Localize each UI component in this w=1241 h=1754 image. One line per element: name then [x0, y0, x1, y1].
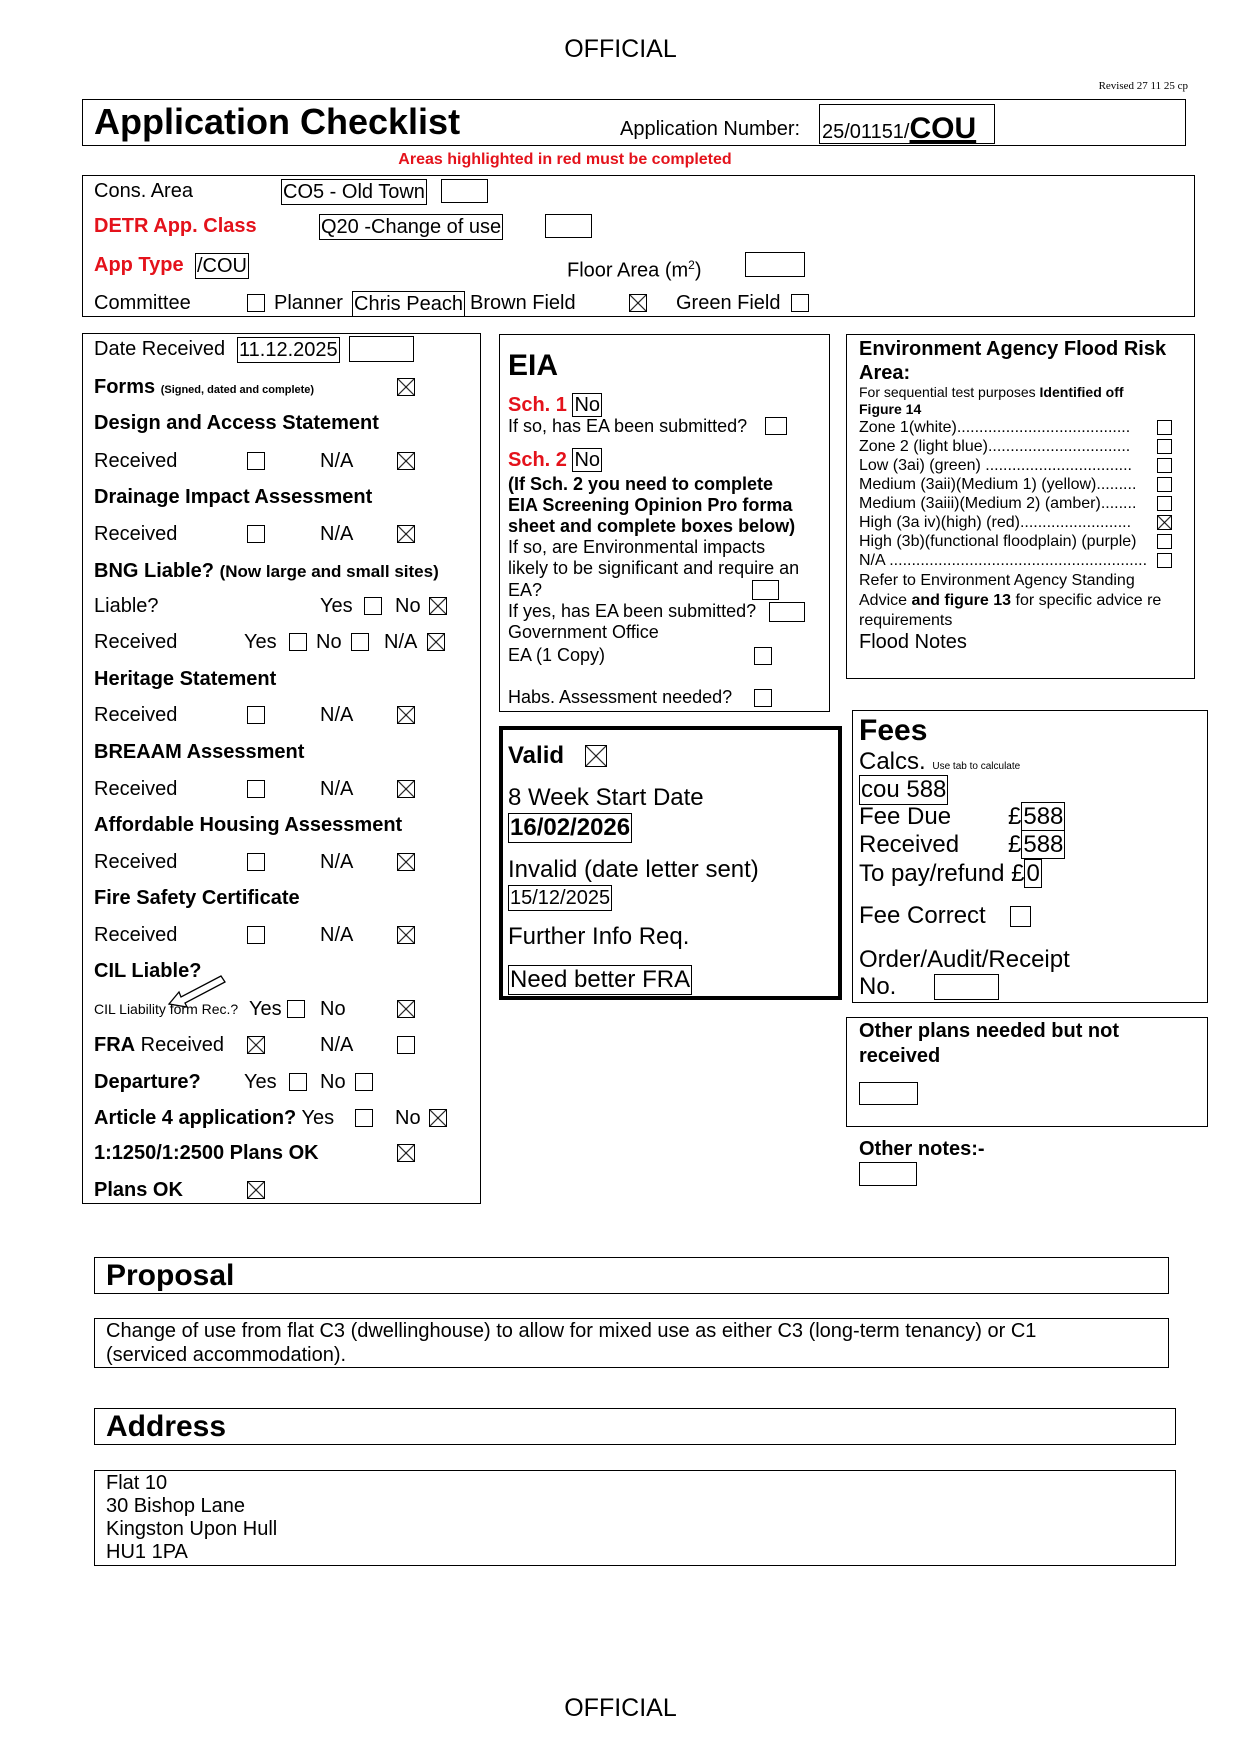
sch2-instruction-1: (If Sch. 2 you need to complete	[508, 474, 774, 494]
flood-note: For sequential test purposes	[859, 384, 1040, 400]
cil-yes-checkbox[interactable]	[287, 1000, 305, 1018]
bng-na-label: N/A	[384, 631, 418, 653]
bng-yes-checkbox[interactable]	[289, 633, 307, 651]
flood-zone-label: High (3b)(functional floodplain) (purple)	[859, 533, 1137, 550]
detr-extra-field[interactable]	[545, 214, 592, 238]
das-received-checkbox[interactable]	[247, 452, 265, 470]
departure-yes-label: Yes	[244, 1071, 277, 1093]
brown-field-checkbox[interactable]	[629, 294, 647, 312]
cil-yes-label: Yes	[249, 998, 282, 1020]
floor-area-label: Floor Area $(m^2)$	[567, 258, 702, 282]
aha-na-checkbox[interactable]	[397, 853, 415, 871]
eia-impact-line-3: EA?	[508, 580, 543, 600]
proposal-heading-box	[94, 1257, 1169, 1294]
flood-zone-checkbox[interactable]	[1157, 515, 1172, 530]
bng-yes-label: Yes	[244, 631, 277, 653]
cil-form-label: CIL Liability form Rec.?	[94, 1001, 239, 1017]
article4-no-label: No	[395, 1107, 421, 1129]
planner-field[interactable]: Chris Peach	[354, 293, 463, 315]
address-heading-box	[94, 1408, 1176, 1445]
flood-zone-checkbox[interactable]	[1157, 477, 1172, 492]
fsc-received-label: Received	[94, 924, 178, 946]
bng-label: BNG Liable?	[94, 560, 215, 582]
plans-ok-label: Plans OK	[94, 1179, 183, 1201]
cil-label: CIL Liable?	[94, 960, 202, 982]
dia-received-label: Received	[94, 523, 178, 545]
app-type-label: App Type	[94, 254, 184, 276]
flood-zone-checkbox[interactable]	[1157, 420, 1172, 435]
flood-zone-checkbox[interactable]	[1157, 553, 1172, 568]
fees-title: Fees	[859, 714, 928, 747]
proposal-line-1: Change of use from flat C3 (dwellinghouse) to allow for mixed use as either C3 (long-term tenancy) or C1	[106, 1320, 1037, 1342]
heritage-na-label: N/A	[320, 704, 354, 726]
fsc-label: Fire Safety Certificate	[94, 887, 300, 909]
heritage-label: Heritage Statement	[94, 668, 277, 690]
further-info-field[interactable]: Need better FRA	[510, 966, 691, 993]
das-label: Design and Access Statement	[94, 412, 379, 434]
aha-label: Affordable Housing Assessment	[94, 814, 403, 836]
fra-received-label: Received	[140, 1034, 225, 1056]
article4-yes-label: Yes	[301, 1107, 335, 1129]
liable-no-label: No	[395, 595, 421, 617]
to-pay-label: To pay/refund	[859, 860, 1005, 887]
other-plans-line-1: Other plans needed but not	[859, 1020, 1120, 1042]
valid-checkbox[interactable]	[585, 745, 607, 767]
green-field-label: Green Field	[676, 292, 781, 314]
fsc-na-checkbox[interactable]	[397, 926, 415, 944]
breaam-label: BREAAM Assessment	[94, 741, 305, 763]
cons-area-field[interactable]: CO5 - Old Town	[283, 181, 425, 203]
start-date-field[interactable]: 16/02/2026	[510, 814, 631, 841]
flood-zone-label: N/A ..........................................................	[859, 552, 1148, 569]
das-received-label: Received	[94, 450, 178, 472]
article4-yes-checkbox[interactable]	[355, 1109, 373, 1127]
departure-label: Departure?	[94, 1071, 201, 1093]
flood-zone-checkbox[interactable]	[1157, 439, 1172, 454]
das-na-checkbox[interactable]	[397, 452, 415, 470]
bng-no-checkbox[interactable]	[351, 633, 369, 651]
order-no-label: No.	[859, 973, 897, 1000]
ea-copy-checkbox[interactable]	[754, 647, 772, 665]
official-marking-bottom: OFFICIAL	[564, 1694, 677, 1722]
flood-zone-checkbox[interactable]	[1157, 458, 1172, 473]
flood-notes-label: Flood Notes	[859, 631, 967, 653]
start-date-label: 8 Week Start Date	[508, 784, 704, 811]
proposal-line-2: (serviced accommodation).	[106, 1344, 347, 1366]
departure-yes-checkbox[interactable]	[289, 1073, 307, 1091]
plans-ok-checkbox[interactable]	[247, 1181, 265, 1199]
dia-na-label: N/A	[320, 523, 354, 545]
liable-no-checkbox[interactable]	[429, 597, 447, 615]
fee-received-field[interactable]: 588	[1023, 831, 1064, 858]
fee-due-label: Fee Due	[859, 803, 952, 830]
flood-zone-checkbox[interactable]	[1157, 496, 1172, 511]
sch1-field[interactable]: No	[574, 394, 601, 416]
cons-area-extra-field[interactable]	[441, 179, 488, 203]
other-plans-line-2: received	[859, 1045, 941, 1067]
order-receipt-label: Order/Audit/Receipt	[859, 946, 1070, 973]
address-line: Flat 10	[106, 1472, 168, 1494]
flood-zone-label: Zone 2 (light blue)................................	[859, 438, 1131, 455]
breaam-received-label: Received	[94, 778, 178, 800]
breaam-received-checkbox[interactable]	[247, 780, 265, 798]
bng-note: (Now large and small sites)	[219, 562, 439, 581]
calcs-label: Calcs.	[859, 748, 926, 775]
aha-na-label: N/A	[320, 851, 354, 873]
sch1-label: Sch. 1	[508, 394, 567, 416]
floor-area-field[interactable]	[745, 252, 805, 277]
habs-checkbox[interactable]	[754, 689, 772, 707]
invalid-label: Invalid (date letter sent)	[508, 856, 759, 883]
sch2-label: Sch. 2	[508, 449, 567, 471]
brown-field-label: Brown Field	[470, 292, 576, 314]
other-notes-field[interactable]	[859, 1162, 917, 1186]
further-info-label: Further Info Req.	[508, 923, 690, 950]
address-line: HU1 1PA	[106, 1541, 188, 1563]
habs-label: Habs. Assessment needed?	[508, 687, 733, 707]
eia-impact-line-2: likely to be significant and require an	[508, 558, 800, 578]
flood-title-2: Area:	[859, 362, 911, 384]
sch1-ea-checkbox[interactable]	[765, 417, 787, 435]
breaam-na-checkbox[interactable]	[397, 780, 415, 798]
liable-yes-checkbox[interactable]	[364, 597, 382, 615]
forms-note: (Signed, dated and complete)	[160, 384, 315, 396]
refer-line-1: Refer to Environment Agency Standing	[859, 572, 1135, 589]
fra-received-checkbox[interactable]	[247, 1036, 265, 1054]
cons-area-label: Cons. Area	[94, 180, 193, 202]
fee-correct-label: Fee Correct	[859, 902, 986, 929]
flood-zone-label: High (3a iv)(high) (red).........................	[859, 514, 1132, 531]
revision-note: Revised 27 11 25 cp	[1098, 80, 1188, 92]
address-line: 30 Bishop Lane	[106, 1495, 246, 1517]
order-no-field[interactable]	[934, 974, 999, 1000]
sch2-instruction-2: EIA Screening Opinion Pro forma	[508, 495, 793, 515]
invalid-date-field[interactable]: 15/12/2025	[510, 887, 611, 909]
other-plans-field[interactable]	[859, 1082, 918, 1105]
flood-zone-checkbox[interactable]	[1157, 534, 1172, 549]
flood-zone-label: Medium (3aii)(Medium 1) (yellow).........	[859, 476, 1137, 493]
article4-no-checkbox[interactable]	[429, 1109, 447, 1127]
date-received-field[interactable]: 11.12.2025	[239, 339, 338, 361]
flood-zone-label: Zone 1(white).......................................	[859, 419, 1131, 436]
eia-impact-checkbox[interactable]	[752, 580, 779, 600]
sch2-instruction-3: sheet and complete boxes below)	[508, 516, 796, 536]
date-extra-field[interactable]	[349, 336, 414, 362]
forms-checkbox[interactable]	[397, 378, 415, 396]
planner-label: Planner	[274, 292, 343, 314]
heritage-received-checkbox[interactable]	[247, 706, 265, 724]
flood-zone-label: Medium (3aiii)(Medium 2) (amber)........	[859, 495, 1137, 512]
sch2-field[interactable]: No	[574, 449, 601, 471]
other-notes-label: Other notes:-	[859, 1138, 985, 1160]
liable-yes-label: Yes	[320, 595, 353, 617]
app-type-field[interactable]: /COU	[197, 255, 247, 277]
bng-no-label: No	[316, 631, 342, 653]
sch1-question: If so, has EA been submitted?	[508, 416, 748, 436]
eia-submitted-question: If yes, has EA been submitted?	[508, 601, 757, 621]
ea-copy-label: EA (1 Copy)	[508, 645, 606, 665]
eia-impact-line-1: If so, are Environmental impacts	[508, 537, 766, 557]
bng-na-checkbox[interactable]	[427, 633, 445, 651]
app-number-prefix: 25/01151/	[822, 121, 910, 143]
app-number-label: Application Number:	[620, 118, 801, 140]
breaam-na-label: N/A	[320, 778, 354, 800]
address-line: Kingston Upon Hull	[106, 1518, 278, 1540]
address-heading: Address	[106, 1410, 227, 1443]
to-pay-field[interactable]: 0	[1026, 860, 1040, 887]
dia-na-checkbox[interactable]	[397, 525, 415, 543]
calcs-field[interactable]: cou 588	[861, 776, 947, 803]
date-received-label: Date Received	[94, 338, 226, 360]
departure-no-checkbox[interactable]	[355, 1073, 373, 1091]
app-number-suffix: COU	[909, 112, 977, 145]
page-title: Application Checklist	[94, 101, 461, 142]
eia-submitted-field[interactable]	[769, 602, 805, 622]
bng-received-label: Received	[94, 631, 178, 653]
fsc-received-checkbox[interactable]	[247, 926, 265, 944]
official-marking-top: OFFICIAL	[564, 35, 677, 63]
fra-na-checkbox[interactable]	[397, 1036, 415, 1054]
article4-label: Article 4 application?	[94, 1107, 297, 1129]
flood-title-1: Environment Agency Flood Risk	[859, 338, 1167, 360]
fsc-na-label: N/A	[320, 924, 354, 946]
heritage-received-label: Received	[94, 704, 178, 726]
gov-office-label: Government Office	[508, 622, 659, 642]
fee-correct-checkbox[interactable]	[1010, 906, 1031, 927]
eia-title: EIA	[508, 349, 559, 382]
flood-zone-label: Low (3ai) (green) .................................	[859, 457, 1132, 474]
calcs-hint: Use tab to calculate	[932, 761, 1021, 772]
fee-received-label: Received	[859, 831, 960, 858]
das-na-label: N/A	[320, 450, 354, 472]
departure-no-label: No	[320, 1071, 346, 1093]
heritage-na-checkbox[interactable]	[397, 706, 415, 724]
green-field-checkbox[interactable]	[791, 294, 809, 312]
plans1250-label: 1:1250/1:2500 Plans OK	[94, 1142, 319, 1164]
dia-label: Drainage Impact Assessment	[94, 486, 373, 508]
fra-label: FRA	[94, 1034, 136, 1056]
flood-note-figure: Figure 14	[859, 401, 922, 417]
application-checklist-page: OFFICIAL Revised 27 11 25 cp Application Checklist Application Number: 25/01151/COU Areas highlighted in red must be completed Cons. Area CO5 - Old Town DETR App. Class Q20 -Change of use App Type /COU Floor Area $(m^2)$ Committee Planner Chris Peach Brown Field Green Field Date Received 11.12.2025 Forms (Signed, dated and complete) Design and Access Statement Received N/A Drainage Impact Assessment Received N/A BNG Liable? (Now large and small sites) Liable? Yes No Received Yes No N/A Heritage Statement Received N/A BREAAM Assessment Received N/A Affordable Housing Assessment Received N/A Fire Safety Certificate Received N/A CIL Liable? CIL Liability form Rec.? Yes No FRA Received N/A Departure? Yes No Article 4 application? Yes No 1:1250/1:2500 Plans OK Plans OK EIA Sch. 1 No If so, has EA been submitted? Sch. 2 No (If Sch. 2 you need to complete EIA Screening Opinion Pro forma sheet and complete boxes below) If so, are Environmental impacts likely to be significant and require an EA? If yes, has EA been submitted? Government Office EA (1 Copy) Habs. Assessment needed? Environment Agency Flood Risk Area: For sequential test purposes Identified off Figure 14 Zone 1(white)....................................... Zone 2 (light blue)................................ Low (3ai) (green) ................................. Medium (3aii)(Medium 1) (yellow)......... Medium (3aiii)(Medium 2) (amber)........ High (3a iv)(high) (red)......................... High (3b)(functional floodplain) (purple) N/A .......................................................... Refer to Environment Agency Standing Advice and figure 13 for specific advice re requirements Flood Notes Valid 8 Week Start Date 16/02/2026 Invalid (date letter sent) 15/12/2025 Further Info Req. Need better FRA Fees Calcs. Use tab to calculate cou 588 Fee Due £588 Received £588 To pay/refund £0 Fee Correct Order/Audit/Receipt No. Other plans needed but not received Other notes:- Proposal Change of use from flat C3 (dwellinghouse) to allow for mixed use as either C3 (long-term tenancy) or C1 (serviced accommodation). Address Flat 10 30 Bishop Lane Kingston Upon Hull HU1 1PA OFFICIAL	[0, 0, 1241, 1754]
refer-line-3: requirements	[859, 612, 953, 629]
plans1250-checkbox[interactable]	[397, 1144, 415, 1162]
aha-received-checkbox[interactable]	[247, 853, 265, 871]
valid-label: Valid	[508, 742, 565, 769]
cil-no-label: No	[320, 998, 346, 1020]
fra-na-label: N/A	[320, 1034, 354, 1056]
aha-received-label: Received	[94, 851, 178, 873]
cil-no-checkbox[interactable]	[397, 1000, 415, 1018]
committee-label: Committee	[94, 292, 191, 314]
detr-class-field[interactable]: Q20 -Change of use	[321, 216, 502, 238]
liable-label: Liable?	[94, 595, 159, 617]
detr-class-label: DETR App. Class	[94, 215, 257, 237]
committee-checkbox[interactable]	[247, 294, 265, 312]
dia-received-checkbox[interactable]	[247, 525, 265, 543]
forms-label: Forms	[94, 376, 156, 398]
fee-due-field[interactable]: 588	[1023, 803, 1064, 830]
proposal-heading: Proposal	[106, 1259, 235, 1292]
required-note: Areas highlighted in red must be completed	[398, 151, 732, 168]
